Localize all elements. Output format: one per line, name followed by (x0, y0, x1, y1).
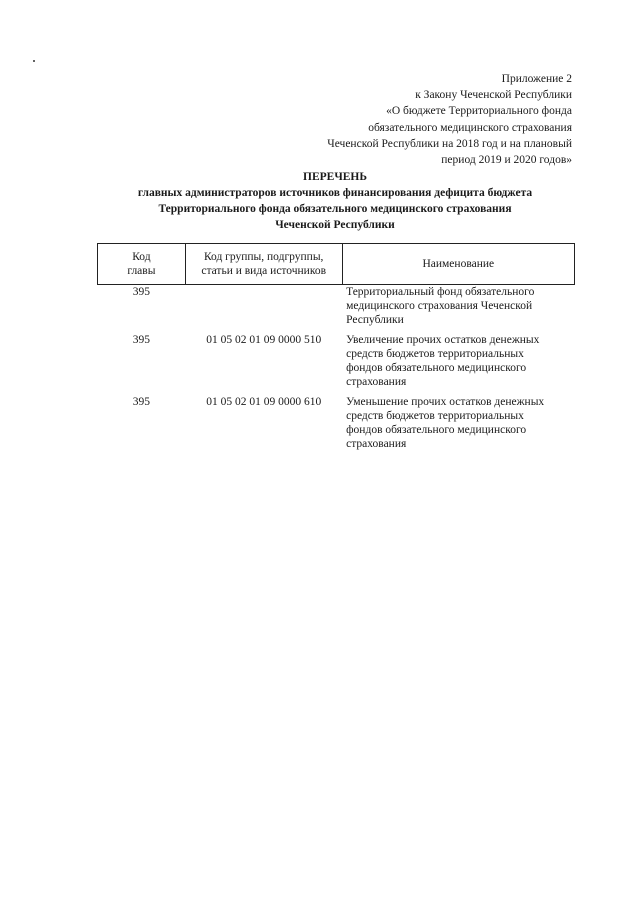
appendix-line: обязательного медицинского страхования (368, 121, 572, 134)
heading-line: главных администраторов источников финансирования дефицита бюджета (137, 187, 533, 199)
row-name (342, 285, 574, 334)
row-name-line: средств бюджетов территориальных (346, 348, 524, 360)
scan-speck (33, 60, 35, 62)
appendix-line: к Закону Чеченской Республики (415, 89, 572, 102)
header-group-line: статьи и вида источников (201, 265, 327, 277)
header-code (98, 244, 186, 285)
row-name-line: Территориальный фонд обязательного (346, 286, 535, 298)
appendix-line: Чеченской Республики на 2018 год и на плановый (327, 137, 572, 150)
heading-line: Территориального фонда обязательного медицинского страхования (158, 203, 512, 215)
row-name-line: Уменьшение прочих остатков денежных (346, 396, 545, 408)
row-code: 395 (132, 396, 150, 408)
row-name-line: медицинского страхования Чеченской (346, 300, 533, 312)
appendix-line: период 2019 и 2020 годов» (441, 154, 572, 167)
header-code-line: Код (132, 251, 151, 263)
row-group-code: 01 05 02 01 09 0000 510 (206, 334, 322, 346)
header-group-line: Код группы, подгруппы, (203, 251, 324, 263)
row-name-line: фондов обязательного медицинского (346, 362, 527, 374)
table-header-row (98, 244, 575, 285)
table-row (98, 333, 575, 395)
document-heading (95, 169, 575, 233)
header-group (185, 244, 342, 285)
appendix-line: Приложение 2 (501, 73, 572, 85)
row-name-line: Республики (346, 314, 404, 326)
header-name: Наименование (342, 244, 574, 285)
row-name (342, 395, 574, 457)
row-group-code (185, 285, 342, 334)
table-row (98, 395, 575, 457)
row-name-line: средств бюджетов территориальных (346, 410, 524, 422)
row-name-line: Увеличение прочих остатков денежных (346, 334, 540, 346)
administrators-table (97, 243, 575, 457)
appendix-note (252, 71, 572, 168)
row-name (342, 333, 574, 395)
row-name-line: страхования (346, 376, 407, 388)
document-title: ПЕРЕЧЕНЬ (303, 171, 367, 183)
row-group-code: 01 05 02 01 09 0000 610 (206, 396, 322, 408)
table-row (98, 285, 575, 334)
header-code-line: главы (127, 265, 156, 277)
row-code: 395 (132, 286, 150, 298)
heading-line: Чеченской Республики (275, 219, 395, 231)
row-code: 395 (132, 334, 150, 346)
row-name-line: страхования (346, 438, 407, 450)
appendix-line: «О бюджете Территориального фонда (386, 105, 572, 118)
row-name-line: фондов обязательного медицинского (346, 424, 527, 436)
